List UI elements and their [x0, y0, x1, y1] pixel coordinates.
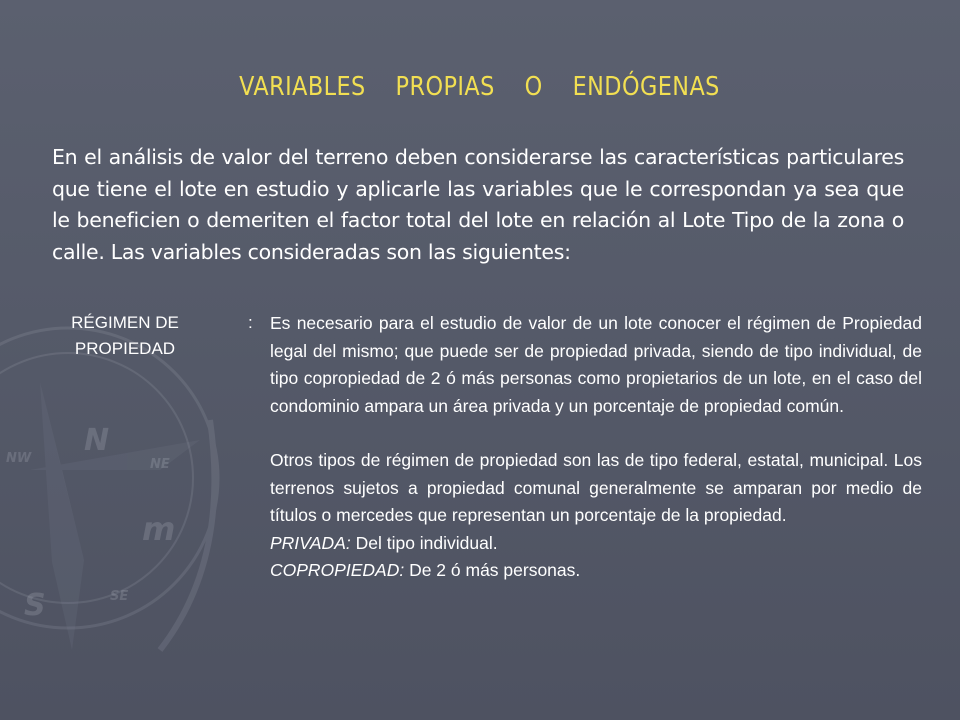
section-body: [270, 310, 922, 585]
slide-title: VARIABLES PROPIAS O ENDÓGENAS: [239, 72, 720, 102]
compass-letter-nw: NW: [6, 451, 32, 466]
section-paragraph-1: Es necesario para el estudio de valor de un lote conocer el régimen de Propiedad legal del mismo; que puede ser de propiedad privada, siendo de tipo individual, de tipo copropiedad de 2 ó más personas como propietarios de un lote, en el caso del condominio ampara un área privada y un porcentaje de propiedad común.: [270, 313, 922, 416]
definition-privada: [270, 530, 922, 558]
compass-letter-s: S: [24, 588, 46, 623]
compass-letter-ne: NE: [150, 457, 170, 472]
compass-letter-n: N: [84, 423, 110, 458]
section-paragraph-2: Otros tipos de régimen de propiedad son las de tipo federal, estatal, municipal. Los terrenos sujetos a propiedad comunal generalmente se amparan por medio de títulos o mercedes que representan un porcentaje de la propiedad.: [270, 450, 922, 525]
section-label: RÉGIMEN DE PROPIEDAD: [71, 313, 179, 358]
definition-text: De 2 ó más personas.: [404, 560, 581, 580]
compass-letter-m: m: [142, 510, 176, 548]
label-separator: :: [248, 313, 253, 332]
definition-term: COPROPIEDAD:: [270, 560, 405, 580]
definition-term: PRIVADA:: [270, 532, 351, 553]
intro-paragraph: En el análisis de valor del terreno deben considerarse las características particulares que tiene el lote en estudio y aplicarle las variables que le correspondan ya sea que le beneficien o demeriten el factor total del lote en relación al Lote Tipo de la zona o calle. Las variables consideradas son las siguientes:: [52, 145, 904, 264]
definition-copropiedad: [270, 557, 922, 585]
definition-text: Del tipo individual.: [350, 532, 498, 553]
compass-letter-se: SE: [110, 589, 129, 604]
